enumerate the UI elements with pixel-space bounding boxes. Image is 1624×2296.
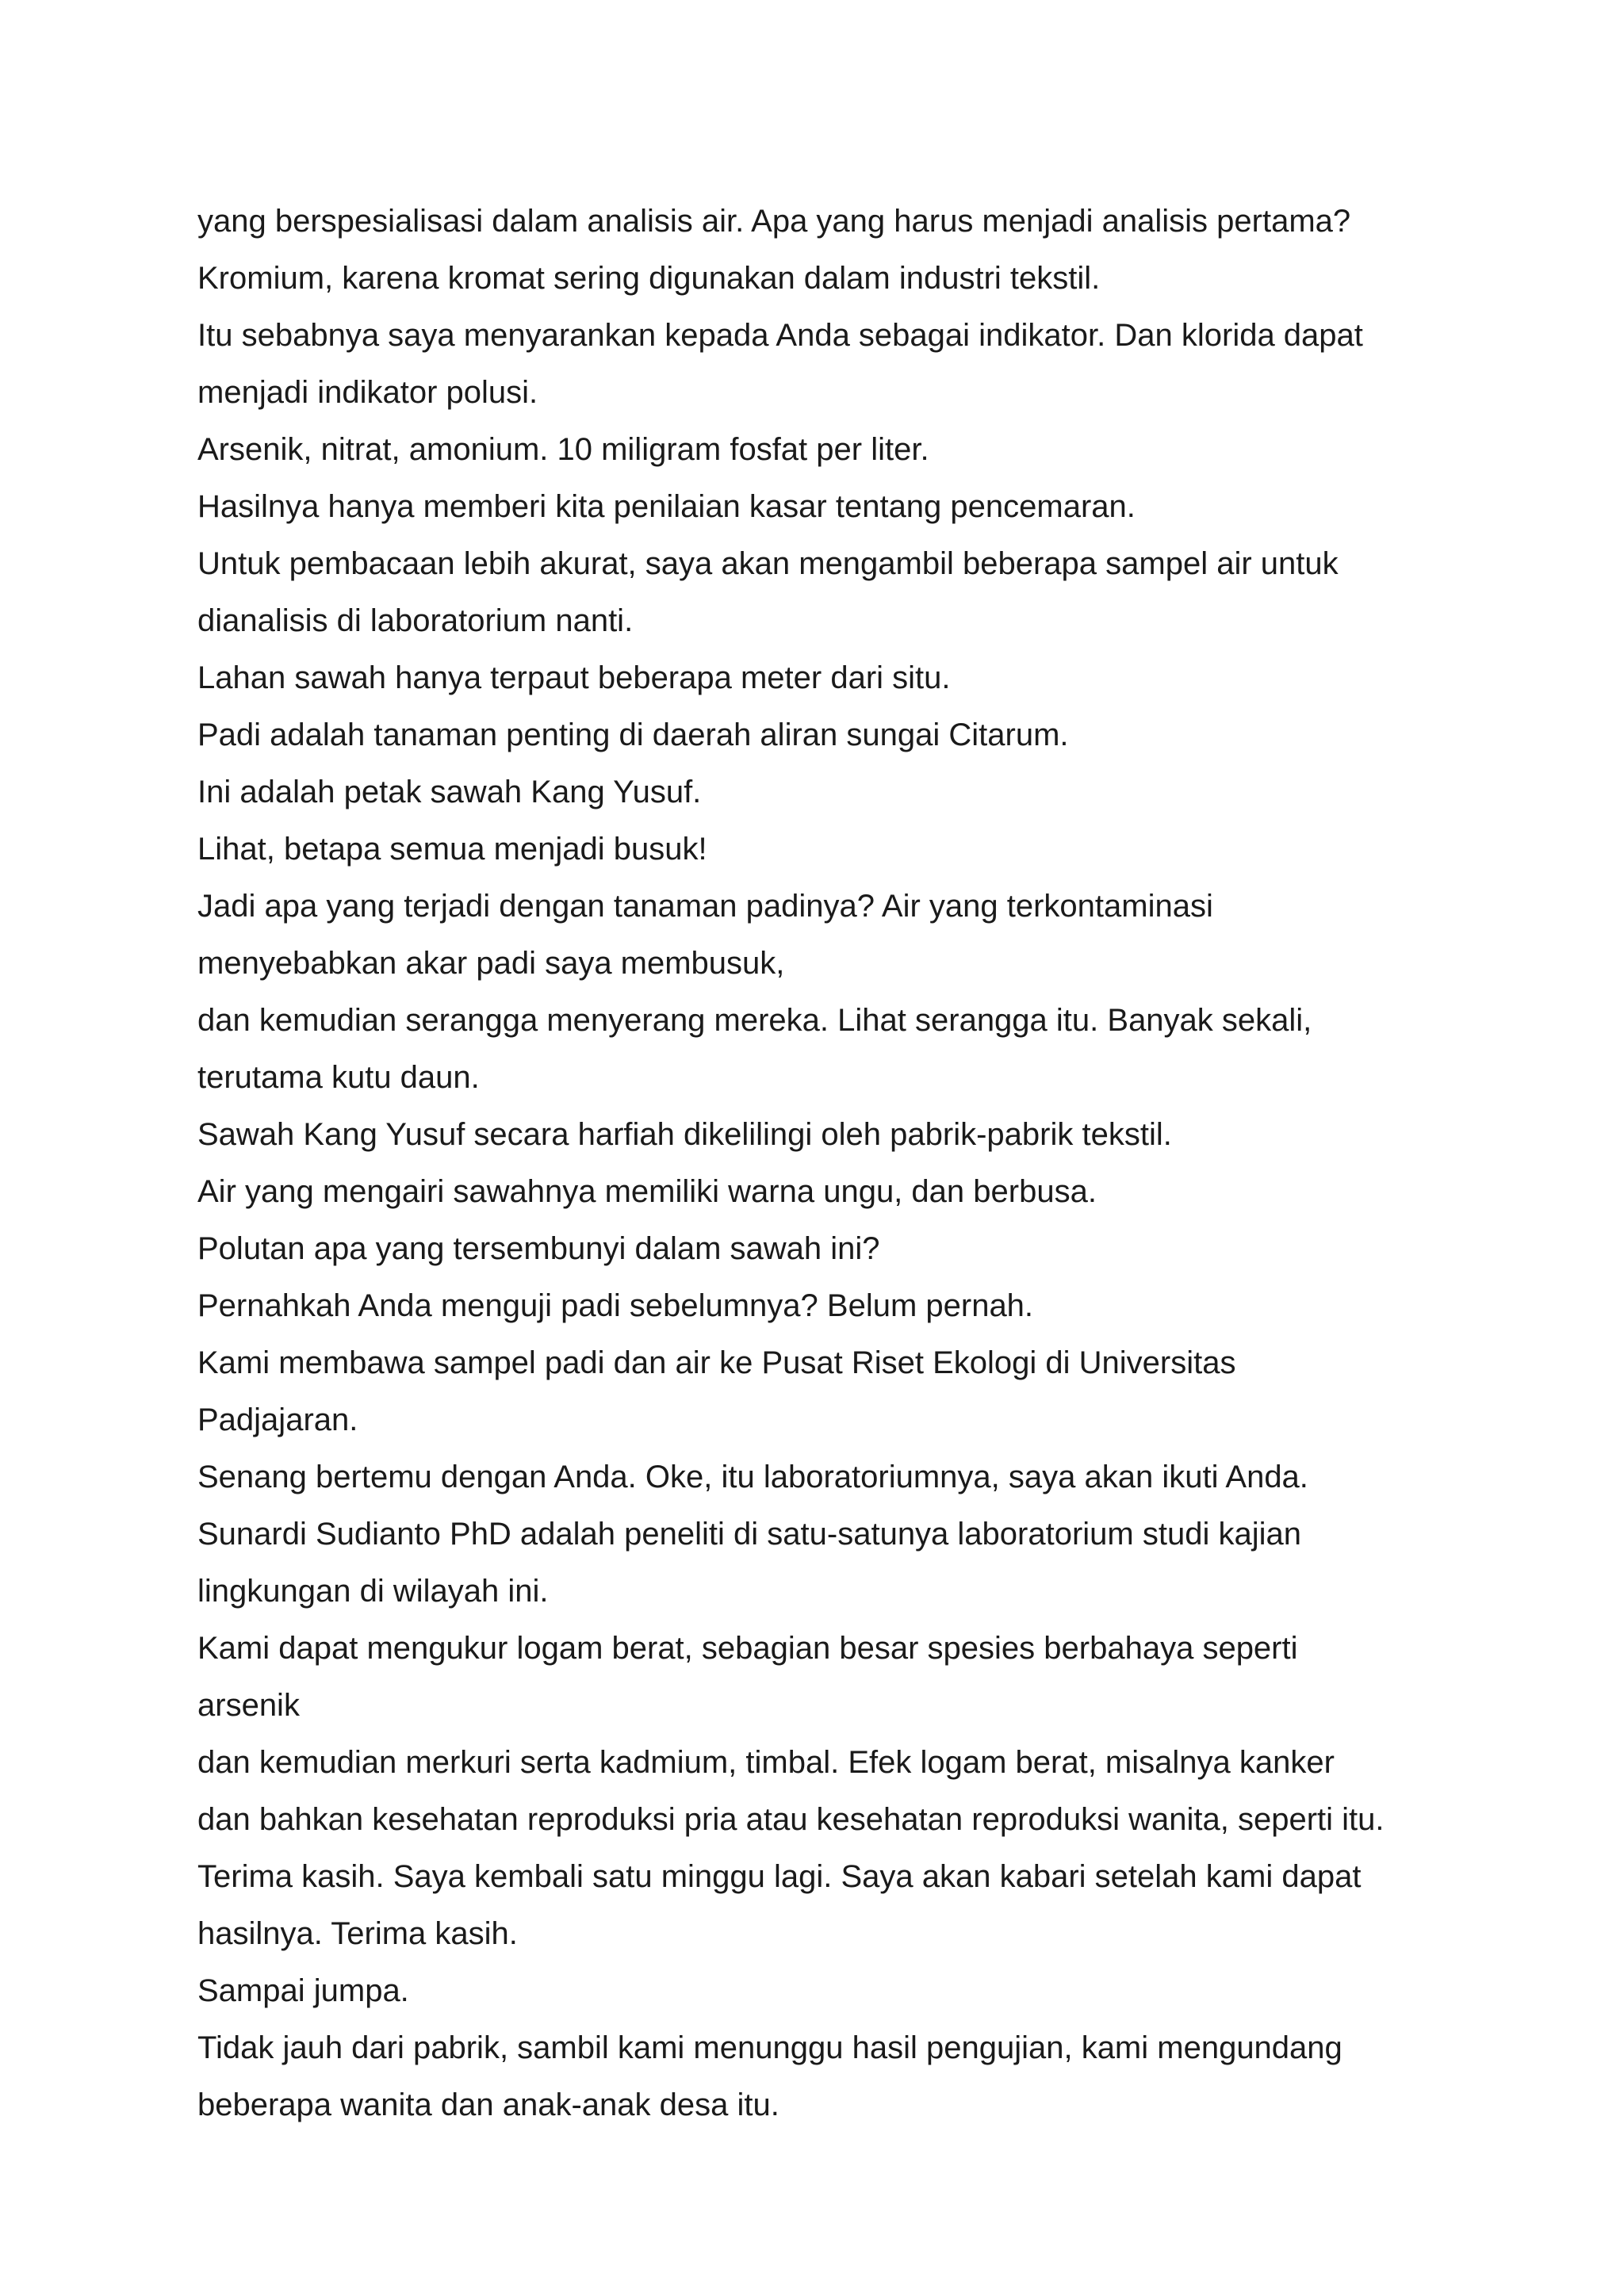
text-line: Kromium, karena kromat sering digunakan dalam industri tekstil. xyxy=(197,261,1101,296)
text-line: Lahan sawah hanya terpaut beberapa meter dari situ. xyxy=(197,660,951,695)
text-line: Pernahkah Anda menguji padi sebelumnya? Belum pernah. xyxy=(197,1288,1034,1323)
text-line: Lihat, betapa semua menjadi busuk! xyxy=(197,832,707,867)
document-text xyxy=(197,193,1482,2133)
text-line: Untuk pembacaan lebih akurat, saya akan mengambil beberapa sampel air untuk xyxy=(197,546,1339,581)
text-line: menyebabkan akar padi saya membusuk, xyxy=(197,946,785,981)
text-line: Sampai jumpa. xyxy=(197,1973,409,2008)
text-line: Kami dapat mengukur logam berat, sebagian besar spesies berbahaya seperti xyxy=(197,1631,1298,1666)
text-line: Senang bertemu dengan Anda. Oke, itu laboratoriumnya, saya akan ikuti Anda. xyxy=(197,1460,1308,1494)
text-line: Arsenik, nitrat, amonium. 10 miligram fosfat per liter. xyxy=(197,432,929,467)
text-line: Sunardi Sudianto PhD adalah peneliti di satu-satunya laboratorium studi kajian xyxy=(197,1517,1301,1552)
text-line: dan bahkan kesehatan reproduksi pria atau kesehatan reproduksi wanita, seperti itu. xyxy=(197,1802,1385,1837)
text-line: menjadi indikator polusi. xyxy=(197,375,538,410)
text-line: dianalisis di laboratorium nanti. xyxy=(197,603,634,638)
text-line: dan kemudian merkuri serta kadmium, timbal. Efek logam berat, misalnya kanker xyxy=(197,1745,1335,1780)
text-line: Air yang mengairi sawahnya memiliki warna ungu, dan berbusa. xyxy=(197,1174,1097,1209)
text-line: Kami membawa sampel padi dan air ke Pusat Riset Ekologi di Universitas xyxy=(197,1345,1236,1380)
text-line: Padi adalah tanaman penting di daerah aliran sungai Citarum. xyxy=(197,718,1069,752)
text-line: Hasilnya hanya memberi kita penilaian kasar tentang pencemaran. xyxy=(197,489,1136,524)
text-line: yang berspesialisasi dalam analisis air. Apa yang harus menjadi analisis pertama? xyxy=(197,204,1351,239)
text-line: Sawah Kang Yusuf secara harfiah dikelilingi oleh pabrik-pabrik tekstil. xyxy=(197,1117,1172,1152)
text-line: Padjajaran. xyxy=(197,1402,358,1437)
text-line: arsenik xyxy=(197,1688,300,1723)
text-line: Itu sebabnya saya menyarankan kepada Anda sebagai indikator. Dan klorida dapat xyxy=(197,318,1363,353)
text-line: Polutan apa yang tersembunyi dalam sawah ini? xyxy=(197,1231,880,1266)
text-line: hasilnya. Terima kasih. xyxy=(197,1916,518,1951)
text-line: lingkungan di wilayah ini. xyxy=(197,1574,549,1609)
text-line: Terima kasih. Saya kembali satu minggu lagi. Saya akan kabari setelah kami dapat xyxy=(197,1859,1362,1894)
text-line: Ini adalah petak sawah Kang Yusuf. xyxy=(197,775,702,809)
text-line: Jadi apa yang terjadi dengan tanaman padinya? Air yang terkontaminasi xyxy=(197,889,1213,924)
text-line: beberapa wanita dan anak-anak desa itu. xyxy=(197,2087,779,2122)
text-line: Tidak jauh dari pabrik, sambil kami menunggu hasil pengujian, kami mengundang xyxy=(197,2030,1342,2065)
text-line: terutama kutu daun. xyxy=(197,1060,480,1095)
text-line: dan kemudian serangga menyerang mereka. Lihat serangga itu. Banyak sekali, xyxy=(197,1003,1312,1038)
